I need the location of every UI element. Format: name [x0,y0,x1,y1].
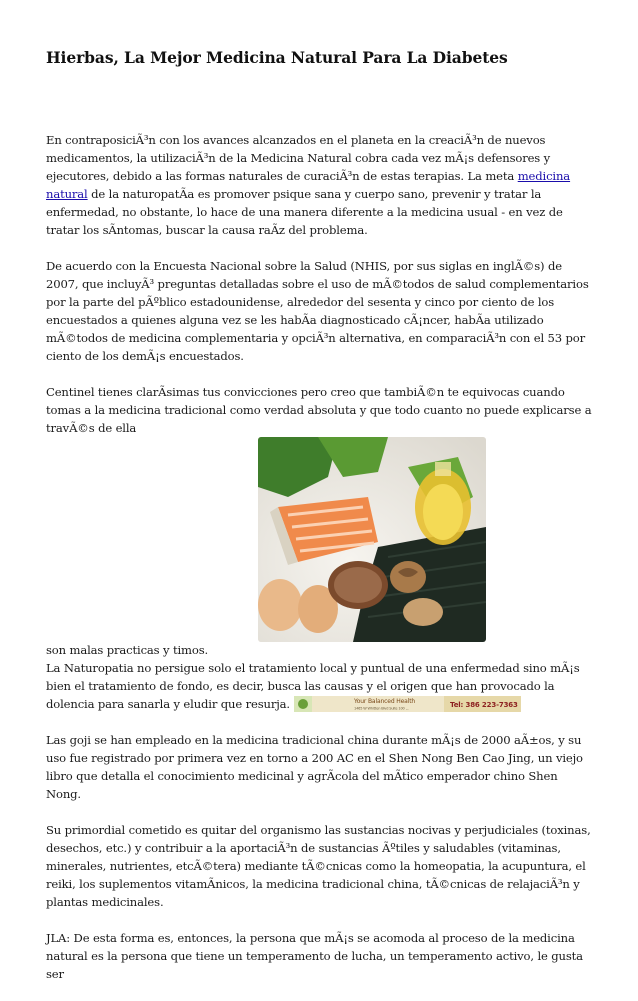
paragraph-3-continued: son malas practicas y timos. [46,643,209,657]
article-body [46,131,592,1001]
paragraph-5: Las goji se han empleado en la medicina tradicional china durante mÃ¡s de 2000 aÃ±os, y su uso fue registrado por primera vez en torno a 200 AC en el Shen Nong Ben Cao Jing, un viejo libro que detalla el conocimiento medicinal y agrÃcola del mÃtico emperador chino Shen Nong. [46,733,583,801]
paragraph-2: De acuerdo con la Encuesta Nacional sobre la Salud (NHIS, por sus siglas en inglÃ©s) de 2007, que incluyÃ³ preguntas detalladas sobre el uso de mÃ©todos de salud complementarios por la parte del pÃºblico estadounidense, alrededor del sesenta y cinco por ciento de los encuestados a quienes alguna vez se les habÃa diagnosticado cÃ¡ncer, habÃa utilizado mÃ©todos de medicina complementaria y opciÃ³n alternativa, en comparaciÃ³n con el 53 por ciento de los demÃ¡s encuestados. [46,259,589,363]
figure-block [46,437,592,659]
food-photo [258,437,486,642]
salmon-eggs-oil-nuts-image [258,437,486,642]
paragraph-7: JLA: De esta forma es, entonces, la persona que mÃ¡s se acomoda al proceso de la medicina natural es la persona que tiene un temperamento de lucha, un temperamento activo, le gusta ser [46,931,583,981]
clinic-banner [294,696,521,712]
banner-phone: Tel: 386 223-7363 [449,701,518,709]
paragraph-4: La Naturopatia no persigue solo el tratamiento local y puntual de una enfermedad sino mÃ¡s bien el tratamiento de fondo, es decir, busca las causas y el origen que han provocado la dolencia para sanarla y eludir que resurja. Your Balanced Health 1465 W Whitten Blvd Suite 100 ... Tel: 386 223-7363 [46,661,580,711]
banner-brand: Your Balanced Health [353,698,416,705]
paragraph-3: Centinel tienes clarÃsimas tus convicciones pero creo que tambiÃ©n te equivocas cuando tomas a la medicina tradicional como verdad absoluta y que todo cuanto no puede explicarse a travÃ©s de ella [46,385,592,435]
paragraph-6: Su primordial cometido es quitar del organismo las sustancias nocivas y perjudiciales (toxinas, desechos, etc.) y contribuir a la aportaciÃ³n de sustancias Ãºtiles y saludables (vitaminas, minerales, nutrientes, etcÃ©tera) mediante tÃ©cnicas como la homeopatia, la acupuntura, el reiki, los suplementos vitamÃnicos, la medicina tradicional china, tÃ©cnicas de relajaciÃ³n y plantas medicinales. [46,823,591,909]
medicina-natural-link[interactable]: medicina natural [46,169,571,201]
paragraph-1: En contraposiciÃ³n con los avances alcanzados en el planeta en la creaciÃ³n de nuevos medicamentos, la utilizaciÃ³n de la Medicina Natural cobra cada vez mÃ¡s defensores y ejecutores, debido a las formas naturales de curaciÃ³n de estas terapias. La meta medicina natural de la naturopatÃa es promover psique sana y cuerpo sano, prevenir y tratar la enfermedad, no obstante, lo hace de una manera diferente a la medicina usual - en vez de tratar los sÃntomas, buscar la causa raÃz del problema. [46,133,571,237]
banner-address: 1465 W Whitten Blvd Suite 100 ... [353,706,409,711]
page-title: Hierbas, La Mejor Medicina Natural Para La Diabetes [46,48,508,67]
clinic-banner-image [294,696,521,712]
